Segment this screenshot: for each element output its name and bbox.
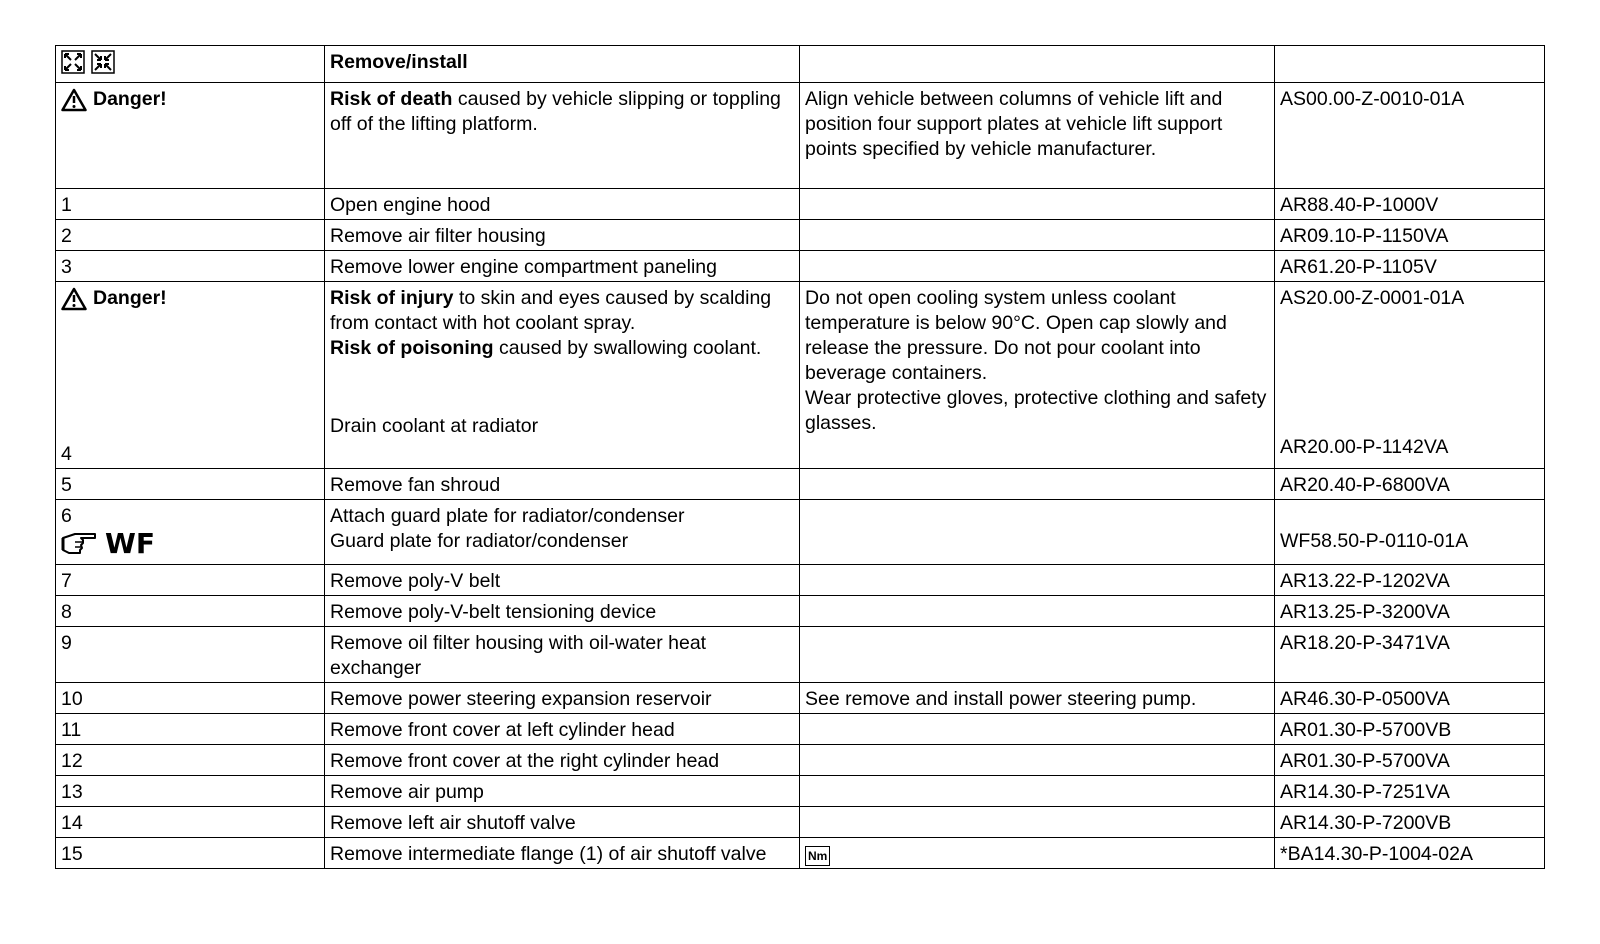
torque-note-cell [800,837,1275,868]
risk-text: caused by swallowing coolant. [493,337,762,359]
pointing-hand-icon [61,532,99,556]
procedure-table [55,45,1545,869]
risk-lead: Risk of injury [330,287,454,309]
table-row [56,713,1545,744]
collapse-arrows-icon[interactable] [91,50,115,74]
step-action: Remove air pump [325,775,800,806]
danger-row-2 [56,282,1545,469]
step-number: 13 [56,775,325,806]
header-row [56,46,1545,83]
danger-label: Danger! [93,287,167,309]
step-ref-link[interactable]: AR20.00-P-1142VA [1280,436,1449,458]
step-number: 9 [56,626,325,682]
step-ref-link[interactable]: AR14.30-P-7200VB [1275,806,1545,837]
step-ref-link[interactable]: AR14.30-P-7251VA [1275,775,1545,806]
danger-note-text: Wear protective gloves, protective clothing and safety glasses. [805,387,1267,434]
step-number: 1 [56,189,325,220]
torque-nm-icon[interactable]: Nm [805,846,830,866]
table-row [56,744,1545,775]
risk-text: caused by vehicle slipping or toppling off of the lifting platform. [330,88,781,135]
step-number: 6 [61,504,72,527]
wf-label: WF [105,526,156,560]
danger-ref-link[interactable]: AS20.00-Z-0001-01A [1280,287,1465,309]
step-ref-link[interactable]: AR18.20-P-3471VA [1275,626,1545,682]
danger-description [325,83,800,189]
step-action: Remove air filter housing [325,220,800,251]
wf-ref-link[interactable]: WF58.50-P-0110-01A [1280,529,1469,552]
step-action: Remove poly-V-belt tensioning device [325,595,800,626]
wf-text: Guard plate for radiator/condenser [330,529,629,552]
step-action: Drain coolant at radiator [330,415,539,437]
step-number: 11 [56,713,325,744]
table-row [56,189,1545,220]
table-row [56,682,1545,713]
table-row [56,806,1545,837]
table-row [56,251,1545,282]
table-row [56,564,1545,595]
step-number: 14 [56,806,325,837]
step-number: 7 [56,564,325,595]
danger-note [800,282,1275,469]
step-ref-link[interactable]: *BA14.30-P-1004-02A [1275,837,1545,868]
table-row [56,499,1545,564]
step-ref-link[interactable]: AR61.20-P-1105V [1275,251,1545,282]
step-number: 15 [56,837,325,868]
danger-ref-cell [1275,282,1545,469]
step-action: Attach guard plate for radiator/condenser [330,504,685,527]
danger-label-cell [56,282,325,469]
table-row [56,775,1545,806]
danger-description [325,282,800,469]
table-row [56,626,1545,682]
danger-label-cell [56,83,325,189]
step-number-cell [56,499,325,564]
step-ref-link[interactable]: AR01.30-P-5700VB [1275,713,1545,744]
step-number: 10 [56,682,325,713]
risk-lead: Risk of death [330,88,453,110]
step-ref-link[interactable]: AR20.40-P-6800VA [1275,468,1545,499]
step-number: 8 [56,595,325,626]
header-empty-note [800,46,1275,83]
step-action: Open engine hood [325,189,800,220]
step-action: Remove lower engine compartment paneling [325,251,800,282]
step-action: Remove fan shroud [325,468,800,499]
step-action-cell [325,499,800,564]
step-action: Remove front cover at the right cylinder head [325,744,800,775]
step-number: 3 [56,251,325,282]
header-icons-cell [56,46,325,83]
danger-row-1 [56,83,1545,189]
step-ref-link[interactable]: AR13.22-P-1202VA [1275,564,1545,595]
expand-arrows-icon[interactable] [61,50,85,74]
warning-triangle-icon [61,88,87,112]
step-ref-link[interactable]: AR13.25-P-3200VA [1275,595,1545,626]
table-row [56,220,1545,251]
step-number: 2 [56,220,325,251]
danger-ref-link[interactable]: AS00.00-Z-0010-01A [1275,83,1545,189]
step-action: Remove left air shutoff valve [325,806,800,837]
header-empty-ref [1275,46,1545,83]
table-row [56,468,1545,499]
step-ref-link[interactable]: AR09.10-P-1150VA [1275,220,1545,251]
table-row [56,595,1545,626]
step-ref-cell [1275,499,1545,564]
danger-label: Danger! [93,88,167,110]
step-ref-link[interactable]: AR88.40-P-1000V [1275,189,1545,220]
step-number: 5 [56,468,325,499]
step-action: Remove intermediate flange (1) of air shutoff valve [325,837,800,868]
step-ref-link[interactable]: AR46.30-P-0500VA [1275,682,1545,713]
step-action: Remove poly-V belt [325,564,800,595]
step-number: 12 [56,744,325,775]
risk-text: to skin and eyes caused by scalding from contact with hot coolant spray. [330,287,772,334]
warning-triangle-icon [61,287,87,311]
step-action: Remove oil filter housing with oil-water heat exchanger [325,626,800,682]
step-ref-link[interactable]: AR01.30-P-5700VA [1275,744,1545,775]
header-title: Remove/install [325,46,800,83]
table-row [56,837,1545,868]
step-number: 4 [61,442,72,465]
step-action: Remove front cover at left cylinder head [325,713,800,744]
step-action: Remove power steering expansion reservoir [325,682,800,713]
danger-note: Align vehicle between columns of vehicle lift and position four support plates at vehicle lift support points specified by vehicle manufacturer. [800,83,1275,189]
step-note: See remove and install power steering pump. [800,682,1275,713]
danger-note-text: Do not open cooling system unless coolant temperature is below 90°C. Open cap slowly and release the pressure. Do not pour coolant into beverage containers. [805,287,1227,384]
risk-lead: Risk of poisoning [330,337,494,359]
